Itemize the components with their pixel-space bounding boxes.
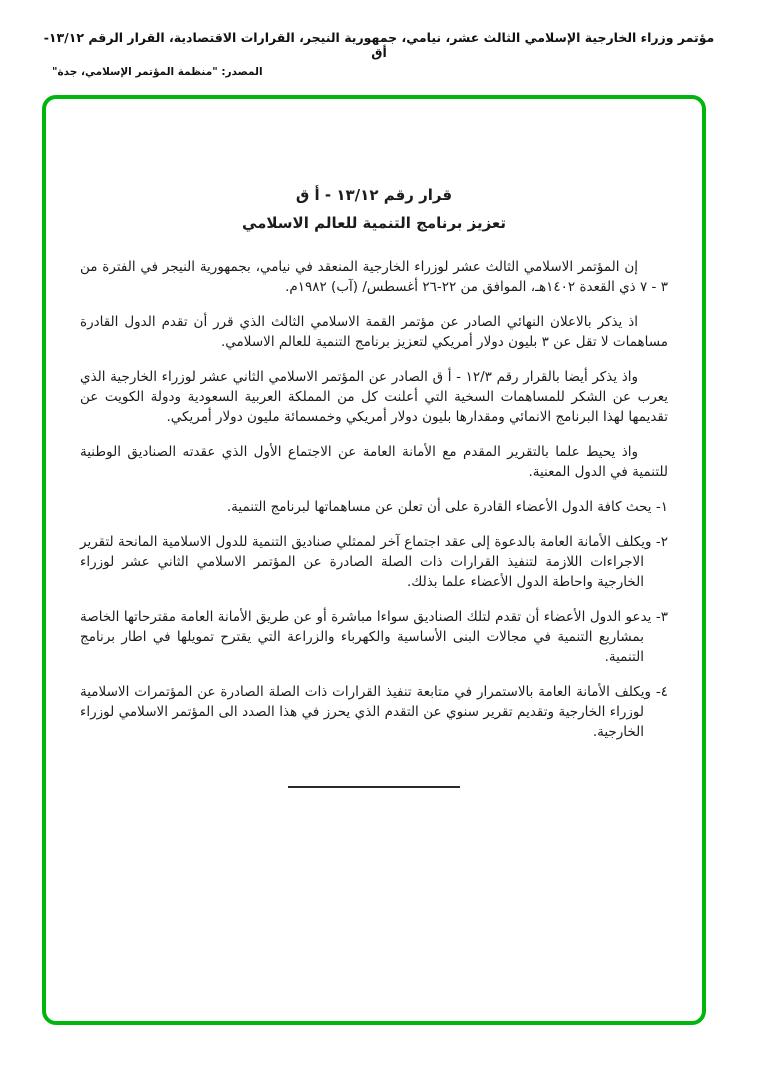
document-border-box bbox=[42, 95, 706, 1025]
resolution-number-title: قرار رقم ١٣/١٢ - أ ق bbox=[295, 186, 453, 204]
preamble-paragraph-1: إن المؤتمر الاسلامي الثالث عشر لوزراء الخارجية المنعقد في نيامي، بجمهورية النيجر في الفترة من ٣ - ٧ ذي القعدة ١٤٠٢هـ، الموافق من ٢٢-٢٦ أغسطس/ (آب) ١٩٨٢م. bbox=[80, 259, 668, 295]
separator-line bbox=[288, 786, 460, 788]
header-source-line: المصدر: "منظمة المؤتمر الإسلامي، جدة" bbox=[52, 66, 263, 78]
preamble-paragraph-4: واذ يحيط علما بالتقرير المقدم مع الأمانة العامة عن الاجتماع الأول الذي عقدته الصناديق الوطنية للتنمية في الدول المعنية. bbox=[80, 444, 668, 480]
operative-item-1: ١- يحث كافة الدول الأعضاء القادرة على أن تعلن عن مساهماتها لبرنامج التنمية. bbox=[226, 499, 668, 515]
preamble-paragraph-3: واذ يذكر أيضا بالقرار رقم ١٢/٣ - أ ق الصادر عن المؤتمر الاسلامي الثاني عشر لوزراء الخارجية الذي يعرب عن الشكر للمساهمات السخية التي أعلنت كل من المملكة العربية السعودية ودولة الكويت عن تقديمها لهذا البرنامج الانمائي ومقدارها بليون دولار أمريكي وخمسمائة مليون دولار أمريكي. bbox=[80, 369, 668, 425]
resolution-subject-title: تعزيز برنامج التنمية للعالم الاسلامي bbox=[241, 214, 507, 232]
operative-item-3: ٣- يدعو الدول الأعضاء أن تقدم لتلك الصناديق سواءا مباشرة أو عن طريق الأمانة العامة مقترحاتها الخاصة بمشاريع التنمية في مجالات البنى الأساسية والكهرباء والزراعة التي يقترح تمويلها في اطار برنامج التنمية. bbox=[80, 609, 668, 665]
preamble-paragraph-2: اذ يذكر بالاعلان النهائي الصادر عن مؤتمر القمة الاسلامي الثالث الذي قرر أن تقدم الدول القادرة مساهمات لا تقل عن ٣ بليون دولار أمريكي لتعزيز برنامج التنمية للعالم الاسلامي. bbox=[80, 314, 668, 350]
document-header bbox=[0, 30, 758, 78]
header-title: مؤتمر وزراء الخارجية الإسلامي الثالث عشر، نيامي، جمهورية النيجر، القرارات الاقتصادية، القرار الرقم ١٣/١٢- أق bbox=[43, 30, 715, 60]
operative-item-2: ٢- ويكلف الأمانة العامة بالدعوة إلى عقد اجتماع آخر لممثلي صناديق التنمية للدول الاسلامية المانحة لتقرير الاجراءات اللازمة لتنفيذ القرارات ذات الصلة الصادرة عن المؤتمر الاسلامي الثاني عشر لوزراء الخارجية واحاطة الدول الأعضاء علما بذلك. bbox=[80, 534, 668, 590]
operative-item-4: ٤- ويكلف الأمانة العامة بالاستمرار في متابعة تنفيذ القرارات ذات الصلة الصادرة عن المؤتمرات الاسلامية لوزراء الخارجية وتقديم تقرير سنوي عن التقدم الذي يحرز في هذا الصدد الى المؤتمر الاسلامي لوزراء الخارجية. bbox=[80, 684, 668, 740]
document-body bbox=[46, 99, 702, 788]
